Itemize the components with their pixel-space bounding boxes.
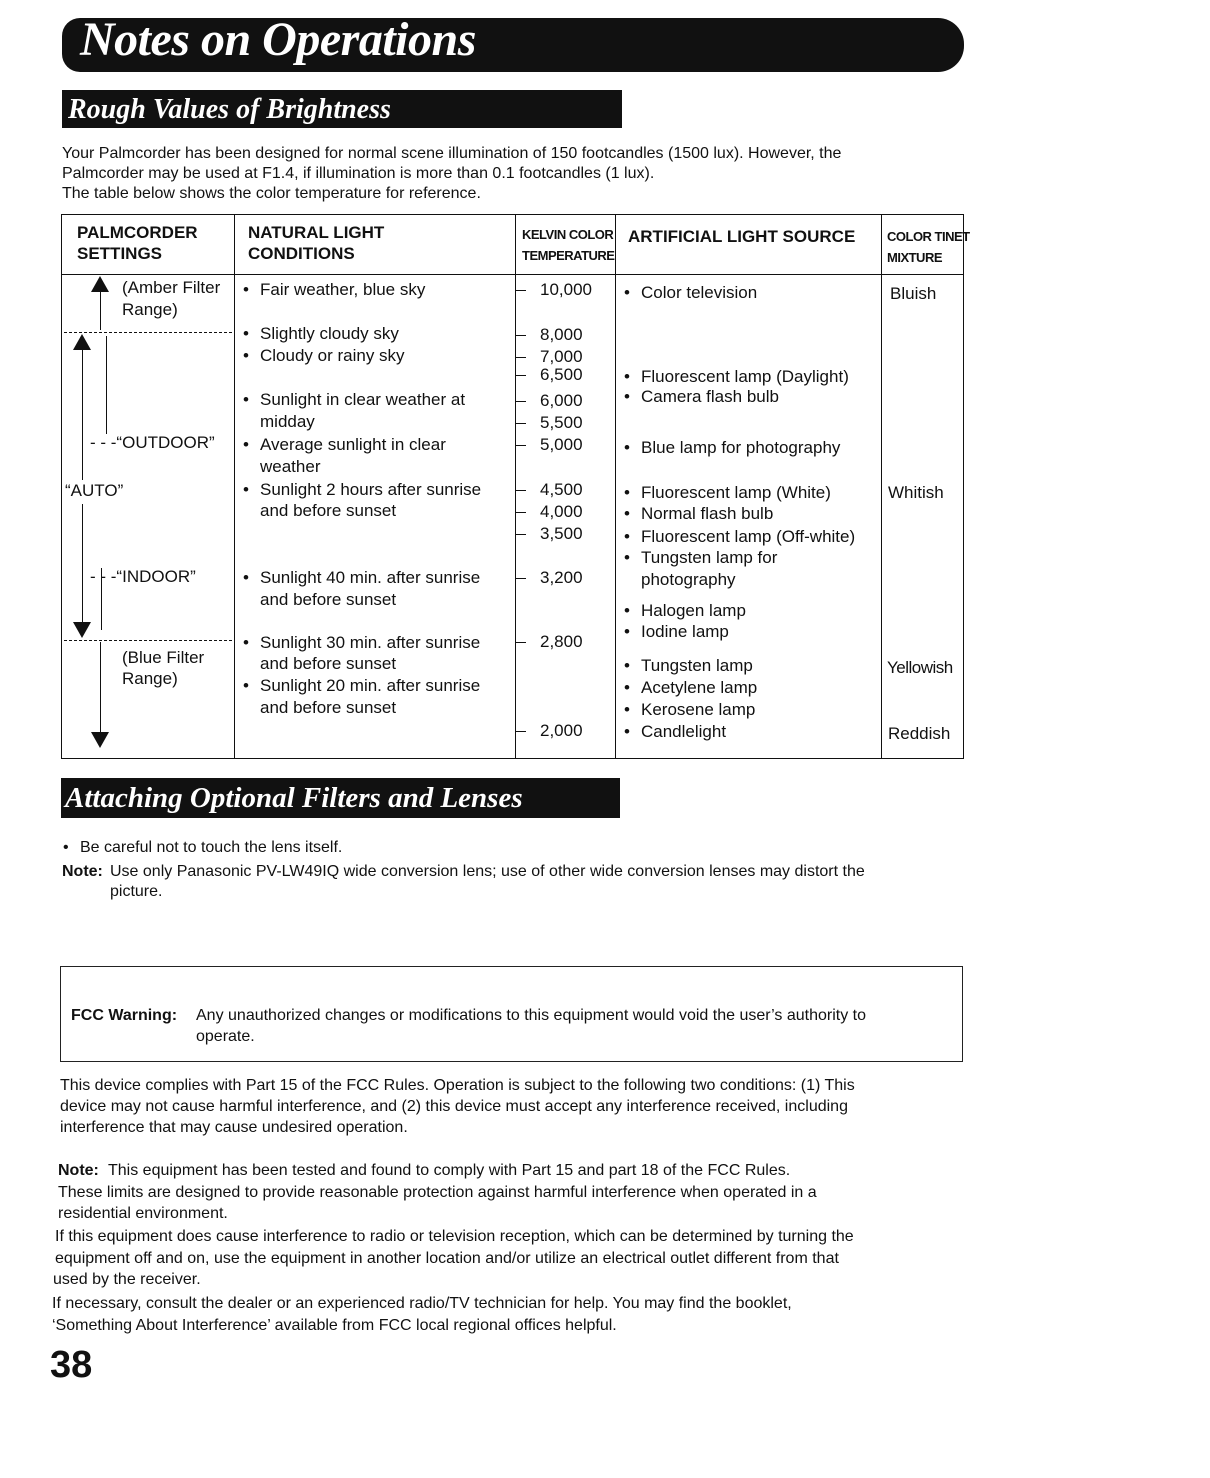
kelvin-value: 3,500 bbox=[540, 524, 583, 543]
artificial-source: • Kerosene lamp bbox=[641, 699, 755, 721]
kelvin-tick bbox=[516, 423, 526, 424]
natural-condition-cont: and before sunset bbox=[260, 590, 397, 609]
intro-line-2: Palmcorder may be used at F1.4, if illumination is more than 0.1 footcandles (1 lux). bbox=[62, 165, 655, 182]
note2-line: residential environment. bbox=[58, 1205, 228, 1222]
tint-value: Yellowish bbox=[887, 658, 953, 677]
page-number: 38 bbox=[50, 1344, 93, 1386]
header-settings-2: SETTINGS bbox=[77, 244, 163, 263]
kelvin-tick bbox=[516, 578, 526, 579]
artificial-source-cont: photography bbox=[641, 570, 736, 589]
kelvin-value: 8,000 bbox=[540, 325, 583, 344]
tint-value: Whitish bbox=[888, 483, 944, 502]
header-settings-1: PALMCORDER bbox=[77, 223, 198, 242]
compliance-line-3: interference that may cause undesired operation. bbox=[60, 1119, 408, 1136]
note2-first-line: This equipment has been tested and found to comply with Part 15 and part 18 of the FCC Rules. bbox=[108, 1162, 791, 1179]
natural-condition-cont: and before sunset bbox=[260, 698, 397, 717]
kelvin-tick bbox=[516, 401, 526, 402]
artificial-source: • Fluorescent lamp (Daylight) bbox=[641, 366, 849, 388]
header-natural-2: CONDITIONS bbox=[248, 244, 355, 263]
header-natural-1: NATURAL LIGHT bbox=[248, 223, 385, 242]
amber-boundary-dash bbox=[64, 332, 232, 333]
kelvin-value: 5,500 bbox=[540, 413, 583, 432]
arrow-down-icon bbox=[91, 732, 109, 748]
note2-line: If necessary, consult the dealer or an experienced radio/TV technician for help. You may find the booklet, bbox=[52, 1295, 792, 1312]
compliance-line-1: This device complies with Part 15 of the FCC Rules. Operation is subject to the following two conditions: (1) This bbox=[60, 1077, 855, 1094]
col-divider bbox=[881, 214, 882, 759]
artificial-source: • Normal flash bulb bbox=[641, 503, 773, 525]
note-line-1: Use only Panasonic PV-LW49IQ wide conversion lens; use of other wide conversion lenses may distort the bbox=[110, 863, 865, 880]
blue-range-line bbox=[100, 642, 101, 734]
kelvin-value: 4,000 bbox=[540, 502, 583, 521]
header-tint-1: COLOR TINET bbox=[887, 229, 970, 244]
kelvin-tick bbox=[516, 335, 526, 336]
kelvin-tick bbox=[516, 512, 526, 513]
intro-line-3: The table below shows the color temperature for reference. bbox=[62, 185, 481, 202]
lens-caution-bullet: • Be careful not to touch the lens itself. bbox=[80, 838, 342, 858]
natural-condition-cont: and before sunset bbox=[260, 501, 397, 520]
auto-label: “AUTO” bbox=[65, 481, 124, 500]
natural-condition: • Sunlight 20 min. after sunrise bbox=[260, 675, 480, 697]
blue-filter-label-1: (Blue Filter bbox=[122, 648, 205, 667]
header-artificial: ARTIFICIAL LIGHT SOURCE bbox=[628, 227, 856, 246]
fcc-warning-line-2: operate. bbox=[196, 1028, 255, 1045]
kelvin-tick bbox=[516, 290, 526, 291]
kelvin-tick bbox=[516, 642, 526, 643]
natural-condition: • Sunlight in clear weather at bbox=[260, 389, 465, 411]
kelvin-tick bbox=[516, 357, 526, 358]
natural-condition: • Fair weather, blue sky bbox=[260, 279, 425, 301]
artificial-source: • Camera flash bulb bbox=[641, 386, 779, 408]
intro-line-1: Your Palmcorder has been designed for normal scene illumination of 150 footcandles (1500 lux). However, the bbox=[62, 145, 842, 162]
note2-line: If this equipment does cause interference to radio or television reception, which can be determined by turning the bbox=[55, 1228, 854, 1245]
artificial-source: • Iodine lamp bbox=[641, 621, 729, 643]
artificial-source: • Tungsten lamp bbox=[641, 655, 753, 677]
note2-label: Note: bbox=[58, 1162, 99, 1179]
kelvin-tick bbox=[516, 445, 526, 446]
kelvin-tick bbox=[516, 490, 526, 491]
blue-boundary-dash bbox=[64, 640, 232, 641]
indoor-label: - - -“INDOOR” bbox=[90, 567, 196, 586]
header-kelvin-1: KELVIN COLOR bbox=[522, 227, 614, 242]
kelvin-value: 3,200 bbox=[540, 568, 583, 587]
note-line-2: picture. bbox=[110, 883, 163, 900]
natural-condition-cont: midday bbox=[260, 412, 315, 431]
col-divider bbox=[234, 214, 235, 759]
amber-filter-label-1: (Amber Filter bbox=[122, 278, 221, 297]
outdoor-label: - - -“OUTDOOR” bbox=[90, 433, 215, 452]
note2-line: These limits are designed to provide reasonable protection against harmful interference when operated in a bbox=[58, 1184, 817, 1201]
kelvin-tick bbox=[516, 375, 526, 376]
kelvin-value: 2,800 bbox=[540, 632, 583, 651]
auto-up-line bbox=[82, 348, 83, 480]
natural-condition: • Slightly cloudy sky bbox=[260, 323, 399, 345]
amber-filter-label-2: Range) bbox=[122, 300, 178, 319]
col-divider bbox=[615, 214, 616, 759]
kelvin-value: 6,000 bbox=[540, 391, 583, 410]
auto-down-line bbox=[82, 504, 83, 628]
fcc-warning-label: FCC Warning: bbox=[71, 1007, 178, 1024]
blue-filter-label-2: Range) bbox=[122, 669, 178, 688]
kelvin-tick bbox=[516, 731, 526, 732]
tint-value: Reddish bbox=[888, 724, 951, 743]
section-heading-filters bbox=[61, 778, 620, 818]
natural-condition: • Sunlight 30 min. after sunrise bbox=[260, 632, 480, 654]
natural-condition: • Sunlight 2 hours after sunrise bbox=[260, 479, 481, 501]
header-tint-2: MIXTURE bbox=[887, 250, 942, 265]
compliance-line-2: device may not cause harmful interference, and (2) this device must accept any interference received, including bbox=[60, 1098, 848, 1115]
section-heading-text: Rough Values of Brightness bbox=[68, 94, 391, 125]
artificial-source: • Halogen lamp bbox=[641, 600, 746, 622]
note2-line: used by the receiver. bbox=[53, 1271, 201, 1288]
kelvin-value: 5,000 bbox=[540, 435, 583, 454]
kelvin-value: 10,000 bbox=[540, 280, 592, 299]
section-heading-brightness bbox=[62, 90, 622, 128]
artificial-source: • Tungsten lamp for bbox=[641, 547, 777, 569]
page-title: Notes on Operations bbox=[80, 13, 476, 66]
tint-value: Bluish bbox=[890, 284, 937, 303]
artificial-source: • Blue lamp for photography bbox=[641, 437, 840, 459]
artificial-source: • Fluorescent lamp (White) bbox=[641, 482, 831, 504]
outdoor-line bbox=[106, 336, 107, 434]
natural-condition-cont: and before sunset bbox=[260, 654, 397, 673]
fcc-warning-line-1: Any unauthorized changes or modifications to this equipment would void the user’s authority to bbox=[196, 1007, 867, 1024]
section-heading-text: Attaching Optional Filters and Lenses bbox=[65, 782, 523, 814]
natural-condition: • Average sunlight in clear bbox=[260, 434, 446, 456]
note-label: Note: bbox=[62, 863, 103, 880]
natural-condition: • Sunlight 40 min. after sunrise bbox=[260, 567, 480, 589]
artificial-source: • Candlelight bbox=[641, 721, 726, 743]
kelvin-value: 6,500 bbox=[540, 365, 583, 384]
amber-range-line bbox=[100, 290, 101, 330]
artificial-source: • Acetylene lamp bbox=[641, 677, 757, 699]
table-header-divider bbox=[61, 274, 964, 275]
header-kelvin-2: TEMPERATURE bbox=[522, 248, 615, 263]
note2-line: ‘Something About Interference’ available from FCC local regional offices helpful. bbox=[52, 1317, 617, 1334]
kelvin-value: 4,500 bbox=[540, 480, 583, 499]
artificial-source: • Fluorescent lamp (Off-white) bbox=[641, 526, 855, 548]
kelvin-tick bbox=[516, 534, 526, 535]
arrow-down-icon bbox=[73, 622, 91, 638]
kelvin-value: 2,000 bbox=[540, 721, 583, 740]
kelvin-value: 7,000 bbox=[540, 347, 583, 366]
natural-condition: • Cloudy or rainy sky bbox=[260, 345, 405, 367]
artificial-source: • Color television bbox=[641, 282, 757, 304]
col-divider bbox=[515, 214, 516, 759]
natural-condition-cont: weather bbox=[260, 457, 321, 476]
note2-line: equipment off and on, use the equipment in another location and/or utilize an electrical outlet different from that bbox=[55, 1250, 839, 1267]
